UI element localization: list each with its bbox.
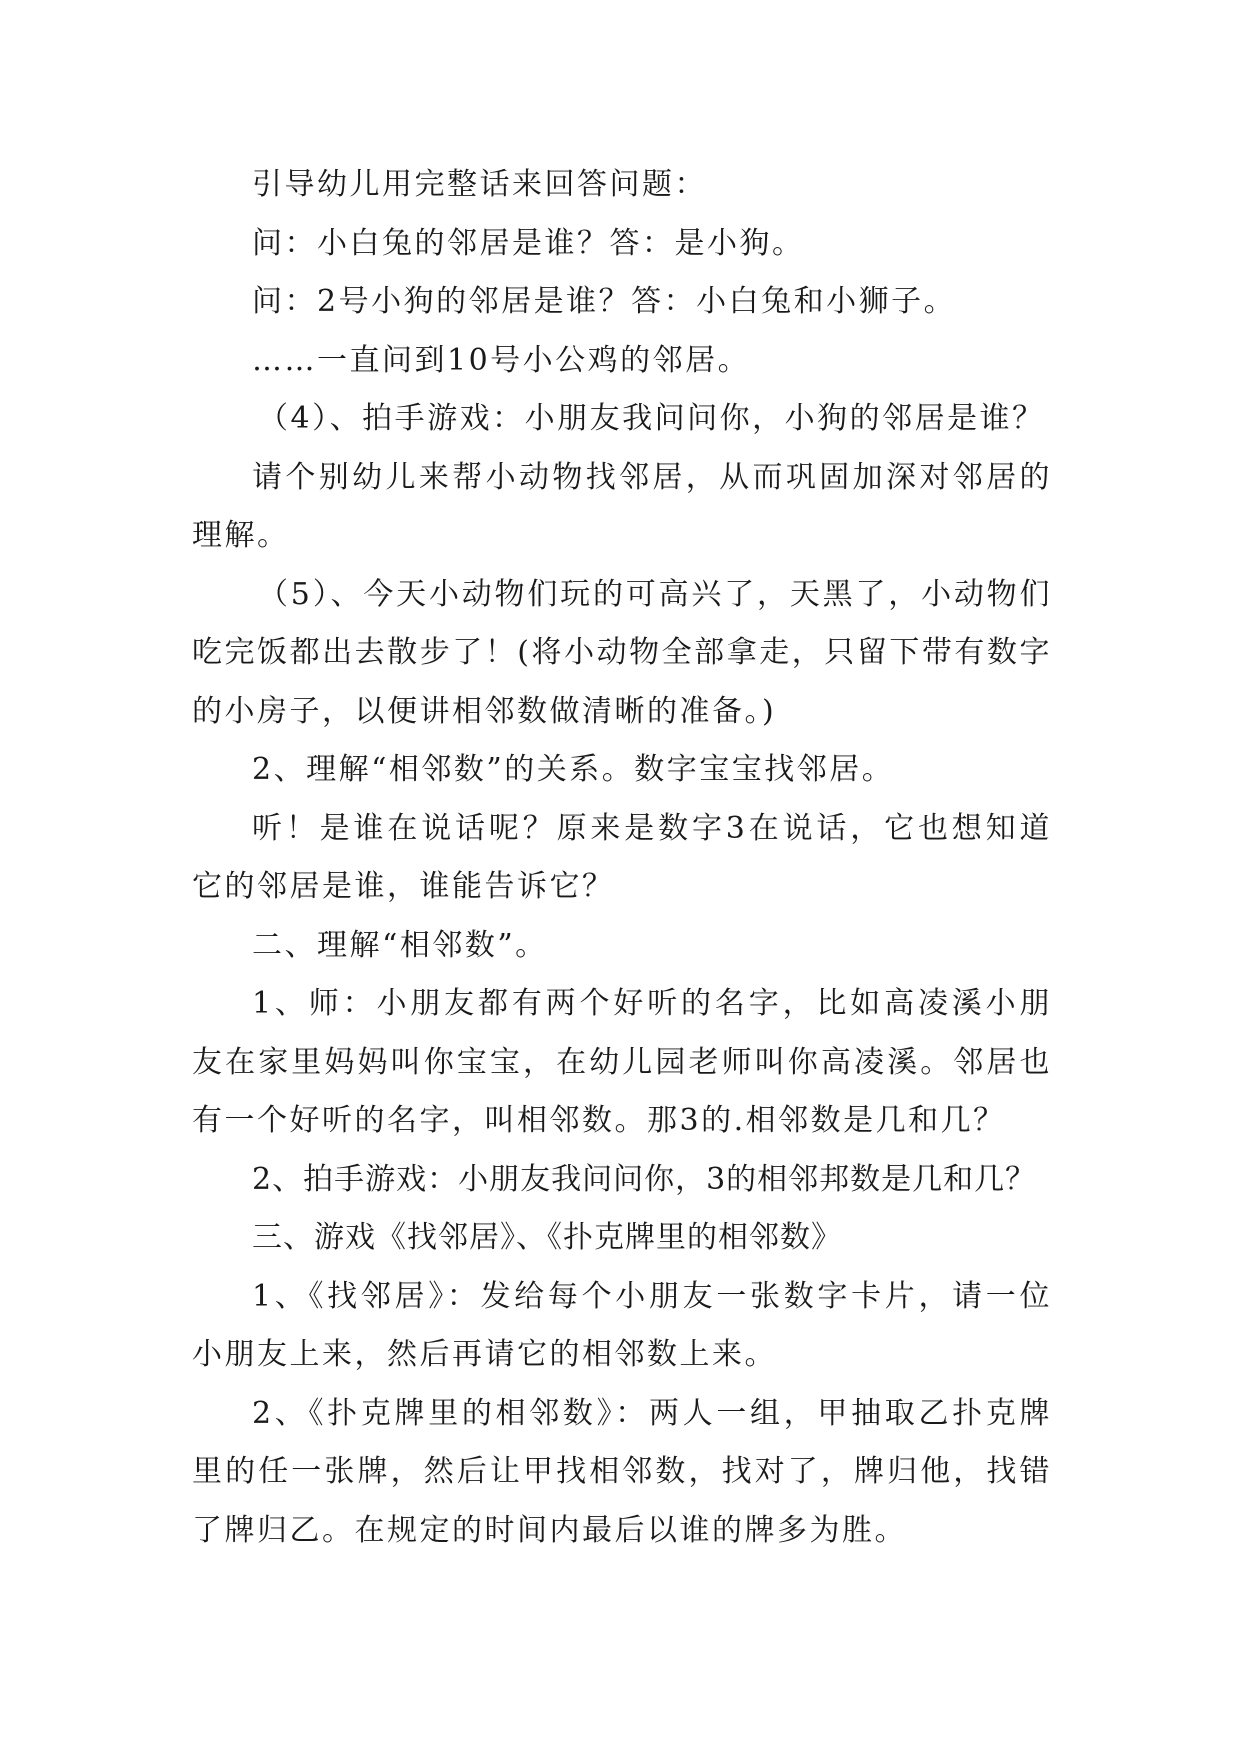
paragraph-3: 问：2号小狗的邻居是谁？答：小白兔和小狮子。 xyxy=(252,284,957,319)
paragraph-10: 二、理解“相邻数”。 xyxy=(252,927,548,963)
paragraph-11: 1、师：小朋友都有两个好听的名字，比如高凌溪小朋友在家里妈妈叫你宝宝，在幼儿园老师叫你高凌溪。邻居也有一个好听的名字，叫相邻数。那3的.相邻数是几和几？ xyxy=(192,986,1052,1138)
document-body xyxy=(192,156,1052,1560)
paragraph-12: 2、拍手游戏：小朋友我问问你，3的相邻邦数是几和几？ xyxy=(252,1161,1037,1197)
paragraph-14: 1、《找邻居》：发给每个小朋友一张数字卡片，请一位小朋友上来，然后再请它的相邻数上来。 xyxy=(192,1278,1052,1372)
paragraph-1: 引导幼儿用完整话来回答问题： xyxy=(252,167,707,202)
paragraph-15: 2、《扑克牌里的相邻数》：两人一组，甲抽取乙扑克牌里的任一张牌，然后让甲找相邻数，找对了，牌归他，找错了牌归乙。在规定的时间内最后以谁的牌多为胜。 xyxy=(192,1395,1052,1548)
paragraph-9: 听！是谁在说话呢？原来是数字3在说话，它也想知道它的邻居是谁，谁能告诉它？ xyxy=(192,810,1052,904)
paragraph-2: 问：小白兔的邻居是谁？答：是小狗。 xyxy=(252,225,805,261)
paragraph-5: （4）、拍手游戏：小朋友我问问你，小狗的邻居是谁？ xyxy=(258,401,1045,436)
paragraph-6: 请个别幼儿来帮小动物找邻居，从而巩固加深对邻居的理解。 xyxy=(192,459,1052,553)
paragraph-4: ……一直问到10号小公鸡的邻居。 xyxy=(252,342,751,378)
paragraph-8: 2、理解“相邻数”的关系。数字宝宝找邻居。 xyxy=(252,752,895,787)
paragraph-13: 三、游戏《找邻居》、《扑克牌里的相邻数》 xyxy=(252,1220,842,1255)
paragraph-7: （5）、今天小动物们玩的可高兴了，天黑了，小动物们吃完饭都出去散步了！(将小动物全部拿走，只留下带有数字的小房子，以便讲相邻数做清晰的准备。) xyxy=(192,576,1052,729)
